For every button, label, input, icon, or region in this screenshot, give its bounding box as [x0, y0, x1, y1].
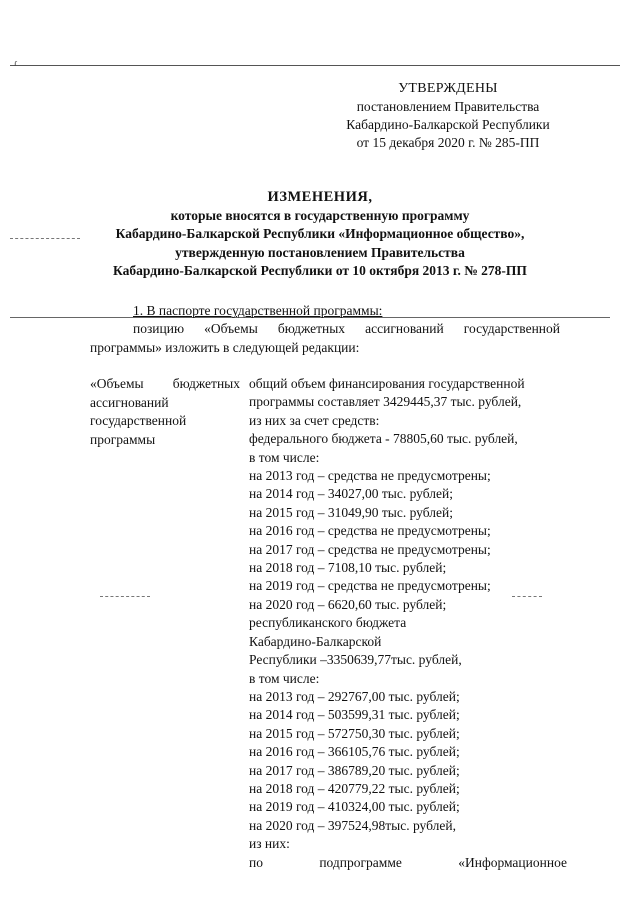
right-line: республиканского бюджета	[249, 615, 407, 631]
table-left-column	[90, 375, 240, 449]
title-main: ИЗМЕНЕНИЯ,	[267, 189, 373, 205]
right-line: на 2016 год – средства не предусмотрены;	[249, 523, 491, 539]
approval-heading: УТВЕРЖДЕНЫ	[398, 81, 498, 96]
table-right-column	[249, 375, 569, 872]
right-line: на 2014 год – 503599,31 тыс. рублей;	[249, 707, 460, 723]
right-line: Республики –3350639,77тыс. рублей,	[249, 652, 462, 668]
right-line: на 2019 год – 410324,00 тыс. рублей;	[249, 799, 460, 815]
right-line: программы составляет 3429445,37 тыс. рублей,	[249, 394, 522, 410]
right-line: на 2018 год – 7108,10 тыс. рублей;	[249, 560, 447, 576]
right-last-word-3: «Информационное	[458, 854, 567, 870]
right-line: на 2017 год – 386789,20 тыс. рублей;	[249, 762, 460, 778]
title-line-3: Кабардино-Балкарской Республики «Информационное общество»,	[115, 226, 525, 241]
title-line-5: Кабардино-Балкарской Республики от 10 октября 2013 г. № 278-ПП	[113, 263, 527, 278]
left-line-3: государственной	[90, 413, 187, 428]
right-line: на 2014 год – 34027,00 тыс. рублей;	[249, 486, 453, 502]
approval-line-4: от 15 декабря 2020 г. № 285-ПП	[356, 135, 540, 150]
right-line: из них за счет средств:	[249, 412, 380, 428]
left-line-4: программы	[90, 431, 156, 447]
document-title	[60, 188, 580, 281]
right-line: на 2018 год – 420779,22 тыс. рублей;	[249, 780, 460, 796]
scan-dash-lower-left	[100, 596, 150, 598]
item-1-text-a: позицию «Объемы бюджетных ассигнований государственной	[133, 321, 560, 336]
scan-line-top	[10, 65, 620, 66]
right-line: на 2016 год – 366105,76 тыс. рублей;	[249, 744, 460, 760]
right-line: на 2019 год – средства не предусмотрены;	[249, 578, 491, 594]
scan-mark: ɾ	[14, 58, 18, 69]
title-line-2: которые вносятся в государственную программу	[170, 207, 470, 223]
left-line-2: ассигнований	[90, 394, 169, 410]
right-line: на 2017 год – средства не предусмотрены;	[249, 541, 491, 557]
right-line: из них:	[249, 836, 290, 852]
right-line: на 2020 год – 6620,60 тыс. рублей;	[249, 596, 447, 612]
left-line-1: «Объемы бюджетных	[90, 376, 240, 391]
item-1-heading-text: 1. В паспорте государственной программы:	[133, 303, 383, 318]
right-line: в том числе:	[249, 670, 320, 686]
right-line: общий объем финансирования государственной	[249, 376, 525, 391]
approval-line-2: постановлением Правительства	[356, 99, 540, 114]
right-line: на 2013 год – 292767,00 тыс. рублей;	[249, 688, 460, 704]
right-last-word-1: по	[249, 854, 263, 870]
right-last-word-2: подпрограмме	[319, 854, 402, 870]
approval-block	[318, 80, 578, 152]
right-line: на 2013 год – средства не предусмотрены;	[249, 468, 491, 484]
right-line: на 2020 год – 397524,98тыс. рублей,	[249, 817, 456, 833]
right-last-line	[249, 854, 567, 872]
right-line: федерального бюджета - 78805,60 тыс. рублей,	[249, 431, 518, 447]
right-line: в том числе:	[249, 449, 320, 465]
approval-line-3: Кабардино-Балкарской Республики	[346, 117, 550, 132]
right-line: Кабардино-Балкарской	[249, 633, 382, 649]
item-1-text-b: программы» изложить в следующей редакции:	[90, 340, 360, 355]
item-1-heading	[133, 302, 382, 321]
title-line-4: утвержденную постановлением Правительства	[175, 244, 465, 260]
right-line: на 2015 год – 31049,90 тыс. рублей;	[249, 504, 453, 520]
right-line: на 2015 год – 572750,30 тыс. рублей;	[249, 725, 460, 741]
